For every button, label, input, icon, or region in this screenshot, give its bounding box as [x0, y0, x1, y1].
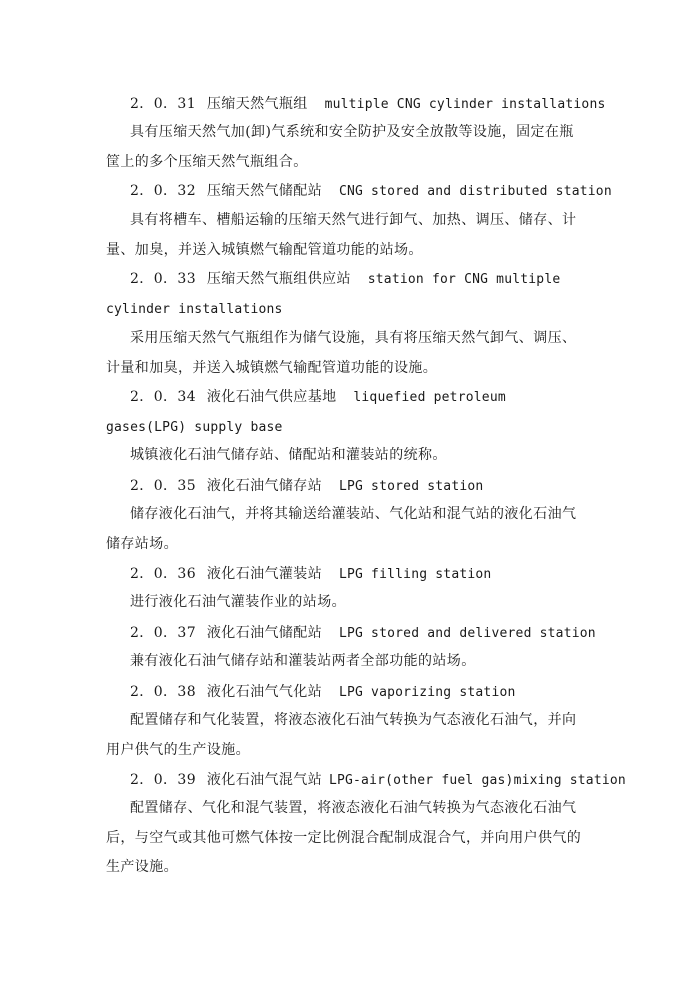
term-chinese: 液化石油气供应基地 — [206, 389, 337, 405]
term-number: 2．0．34 — [130, 389, 197, 405]
term-heading-2-0-34 — [106, 383, 576, 442]
term-english: station for CNG multiple cylinder installations — [106, 272, 561, 317]
term-chinese: 压缩天然气瓶组供应站 — [206, 271, 351, 287]
term-number: 2．0．36 — [130, 566, 197, 582]
term-english: LPG stored station — [338, 479, 484, 494]
term-heading-2-0-36 — [130, 564, 491, 585]
term-english: LPG stored and delivered station — [338, 626, 596, 641]
term-number: 2．0．32 — [130, 183, 197, 199]
term-definition-2-0-34: 城镇液化石油气储存站、储配站和灌装站的统称。 — [130, 447, 447, 463]
term-chinese: 压缩天然气瓶组 — [206, 96, 308, 112]
term-number: 2．0．39 — [130, 772, 197, 788]
term-heading-2-0-38 — [130, 682, 516, 703]
term-number: 2．0．38 — [130, 684, 197, 700]
term-english: liquefied petroleum gases(LPG) supply base — [106, 390, 506, 435]
term-heading-2-0-39 — [130, 770, 626, 791]
term-definition-2-0-39: 配置储存、气化和混气装置，将液态液化石油气转换为气态液化石油气后，与空气或其他可燃气体按一定比例混合配制成混合气，并向用户供气的生产设施。 — [106, 800, 582, 875]
term-definition-2-0-36: 进行液化石油气灌装作业的站场。 — [130, 594, 346, 610]
term-heading-2-0-33 — [106, 265, 576, 324]
term-definition-2-0-37: 兼有液化石油气储存站和灌装站两者全部功能的站场。 — [130, 653, 476, 669]
term-chinese: 液化石油气储配站 — [206, 625, 323, 641]
term-number: 2．0．37 — [130, 625, 197, 641]
term-chinese: 液化石油气混气站 — [206, 772, 323, 788]
term-definition-2-0-38: 配置储存和气化装置，将液态液化石油气转换为气态液化石油气，并向用户供气的生产设施。 — [106, 712, 577, 758]
term-number: 2．0．33 — [130, 271, 197, 287]
term-english: CNG stored and distributed station — [338, 184, 612, 199]
term-definition-2-0-32: 具有将槽车、槽船运输的压缩天然气进行卸气、加热、调压、储存、计量、加臭，并送入城镇燃气输配管道功能的站场。 — [106, 212, 577, 258]
term-heading-2-0-37 — [130, 623, 596, 644]
term-english: LPG filling station — [338, 567, 492, 582]
term-definition-2-0-31: 具有压缩天然气加(卸)气系统和安全防护及安全放散等设施，固定在瓶筐上的多个压缩天然气瓶组合。 — [106, 124, 574, 170]
term-english: multiple CNG cylinder installations — [324, 97, 606, 112]
term-heading-2-0-35 — [130, 476, 483, 497]
term-number: 2．0．35 — [130, 478, 197, 494]
term-chinese: 液化石油气气化站 — [206, 684, 323, 700]
term-number: 2．0．31 — [130, 96, 197, 112]
term-chinese: 压缩天然气储配站 — [206, 183, 323, 199]
term-heading-2-0-32 — [130, 181, 612, 202]
term-definition-2-0-35: 储存液化石油气，并将其输送给灌装站、气化站和混气站的液化石油气储存站场。 — [106, 506, 577, 552]
term-heading-2-0-31 — [130, 94, 606, 115]
term-chinese: 液化石油气储存站 — [206, 478, 323, 494]
term-english: LPG vaporizing station — [338, 685, 516, 700]
term-definition-2-0-33: 采用压缩天然气气瓶组作为储气设施，具有将压缩天然气卸气、调压、计量和加臭，并送入城镇燃气输配管道功能的设施。 — [106, 330, 577, 376]
term-english: LPG-air(other fuel gas)mixing station — [328, 773, 626, 788]
term-chinese: 液化石油气灌装站 — [206, 566, 323, 582]
